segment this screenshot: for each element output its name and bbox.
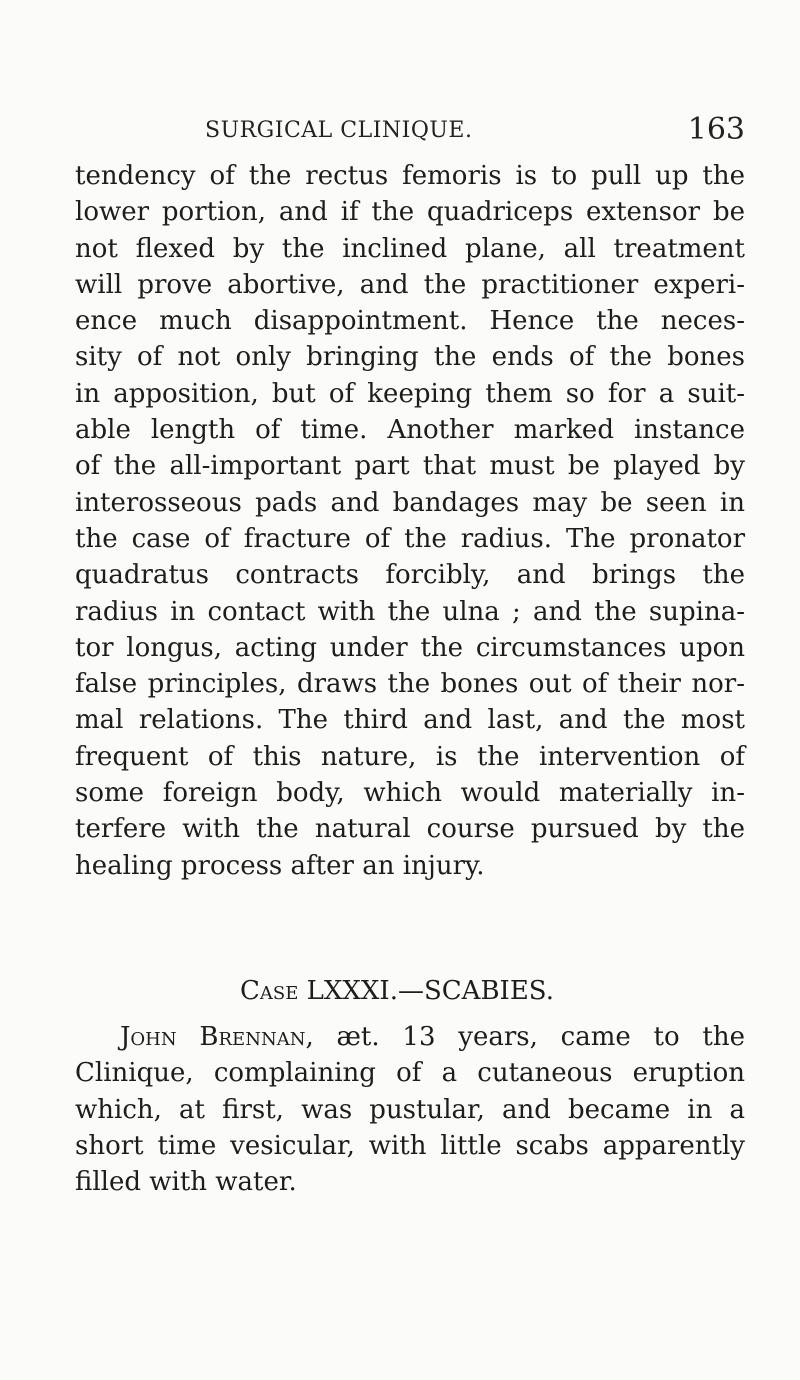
first-line-rest: , æt. 13 years, came to the	[305, 1022, 745, 1052]
text-line: radius in contact with the ulna ; and the supina-	[75, 596, 745, 627]
text-line: short time vesicular, with little scabs apparently	[75, 1130, 745, 1161]
page-number: 163	[687, 112, 745, 147]
text-line: of the all-important part that must be played by	[75, 451, 745, 482]
text-line: ence much disappointment. Hence the neces-	[75, 306, 745, 337]
text-line: interosseous pads and bandages may be seen in	[75, 487, 745, 518]
text-line: which, at first, was pustular, and became in a	[75, 1094, 745, 1125]
text-line: healing process after an injury.	[75, 850, 485, 881]
running-head: SURGICAL CLINIQUE.	[205, 118, 473, 143]
text-line: in apposition, but of keeping them so for a suit-	[75, 378, 745, 409]
text-line: able length of time. Another marked instance	[75, 415, 745, 446]
text-line: false principles, draws the bones out of their nor-	[75, 669, 745, 700]
text-line: sity of not only bringing the ends of the bones	[75, 342, 745, 373]
case-label: Case	[240, 976, 299, 1006]
text-line: some foreign body, which would materially in-	[75, 778, 745, 809]
text-line: Clinique, complaining of a cutaneous eruption	[75, 1058, 745, 1089]
text-line: frequent of this nature, is the intervention of	[75, 741, 745, 772]
case-title: LXXXI.—SCABIES.	[306, 976, 554, 1006]
text-line: the case of fracture of the radius. The pronator	[75, 523, 745, 554]
text-line: mal relations. The third and last, and the most	[75, 705, 745, 736]
paragraph-case-description	[75, 1019, 745, 1200]
text-line: quadratus contracts forcibly, and brings the	[75, 560, 745, 591]
text-line: tendency of the rectus femoris is to pull up the	[75, 161, 745, 191]
text-line: will prove abortive, and the practitioner experi-	[75, 269, 745, 300]
text-line: tor longus, acting under the circumstances upon	[75, 632, 745, 663]
patient-name: John Brennan	[120, 1022, 306, 1052]
text-line: not flexed by the inclined plane, all treatment	[75, 233, 745, 264]
text-line: terfere with the natural course pursued by the	[75, 814, 745, 845]
page-header	[175, 112, 745, 152]
paragraph-fracture-discussion	[75, 158, 745, 884]
case-heading	[240, 973, 620, 1009]
text-line: lower portion, and if the quadriceps extensor be	[75, 197, 745, 228]
text-line	[75, 1019, 745, 1055]
text-line: filled with water.	[75, 1167, 297, 1198]
